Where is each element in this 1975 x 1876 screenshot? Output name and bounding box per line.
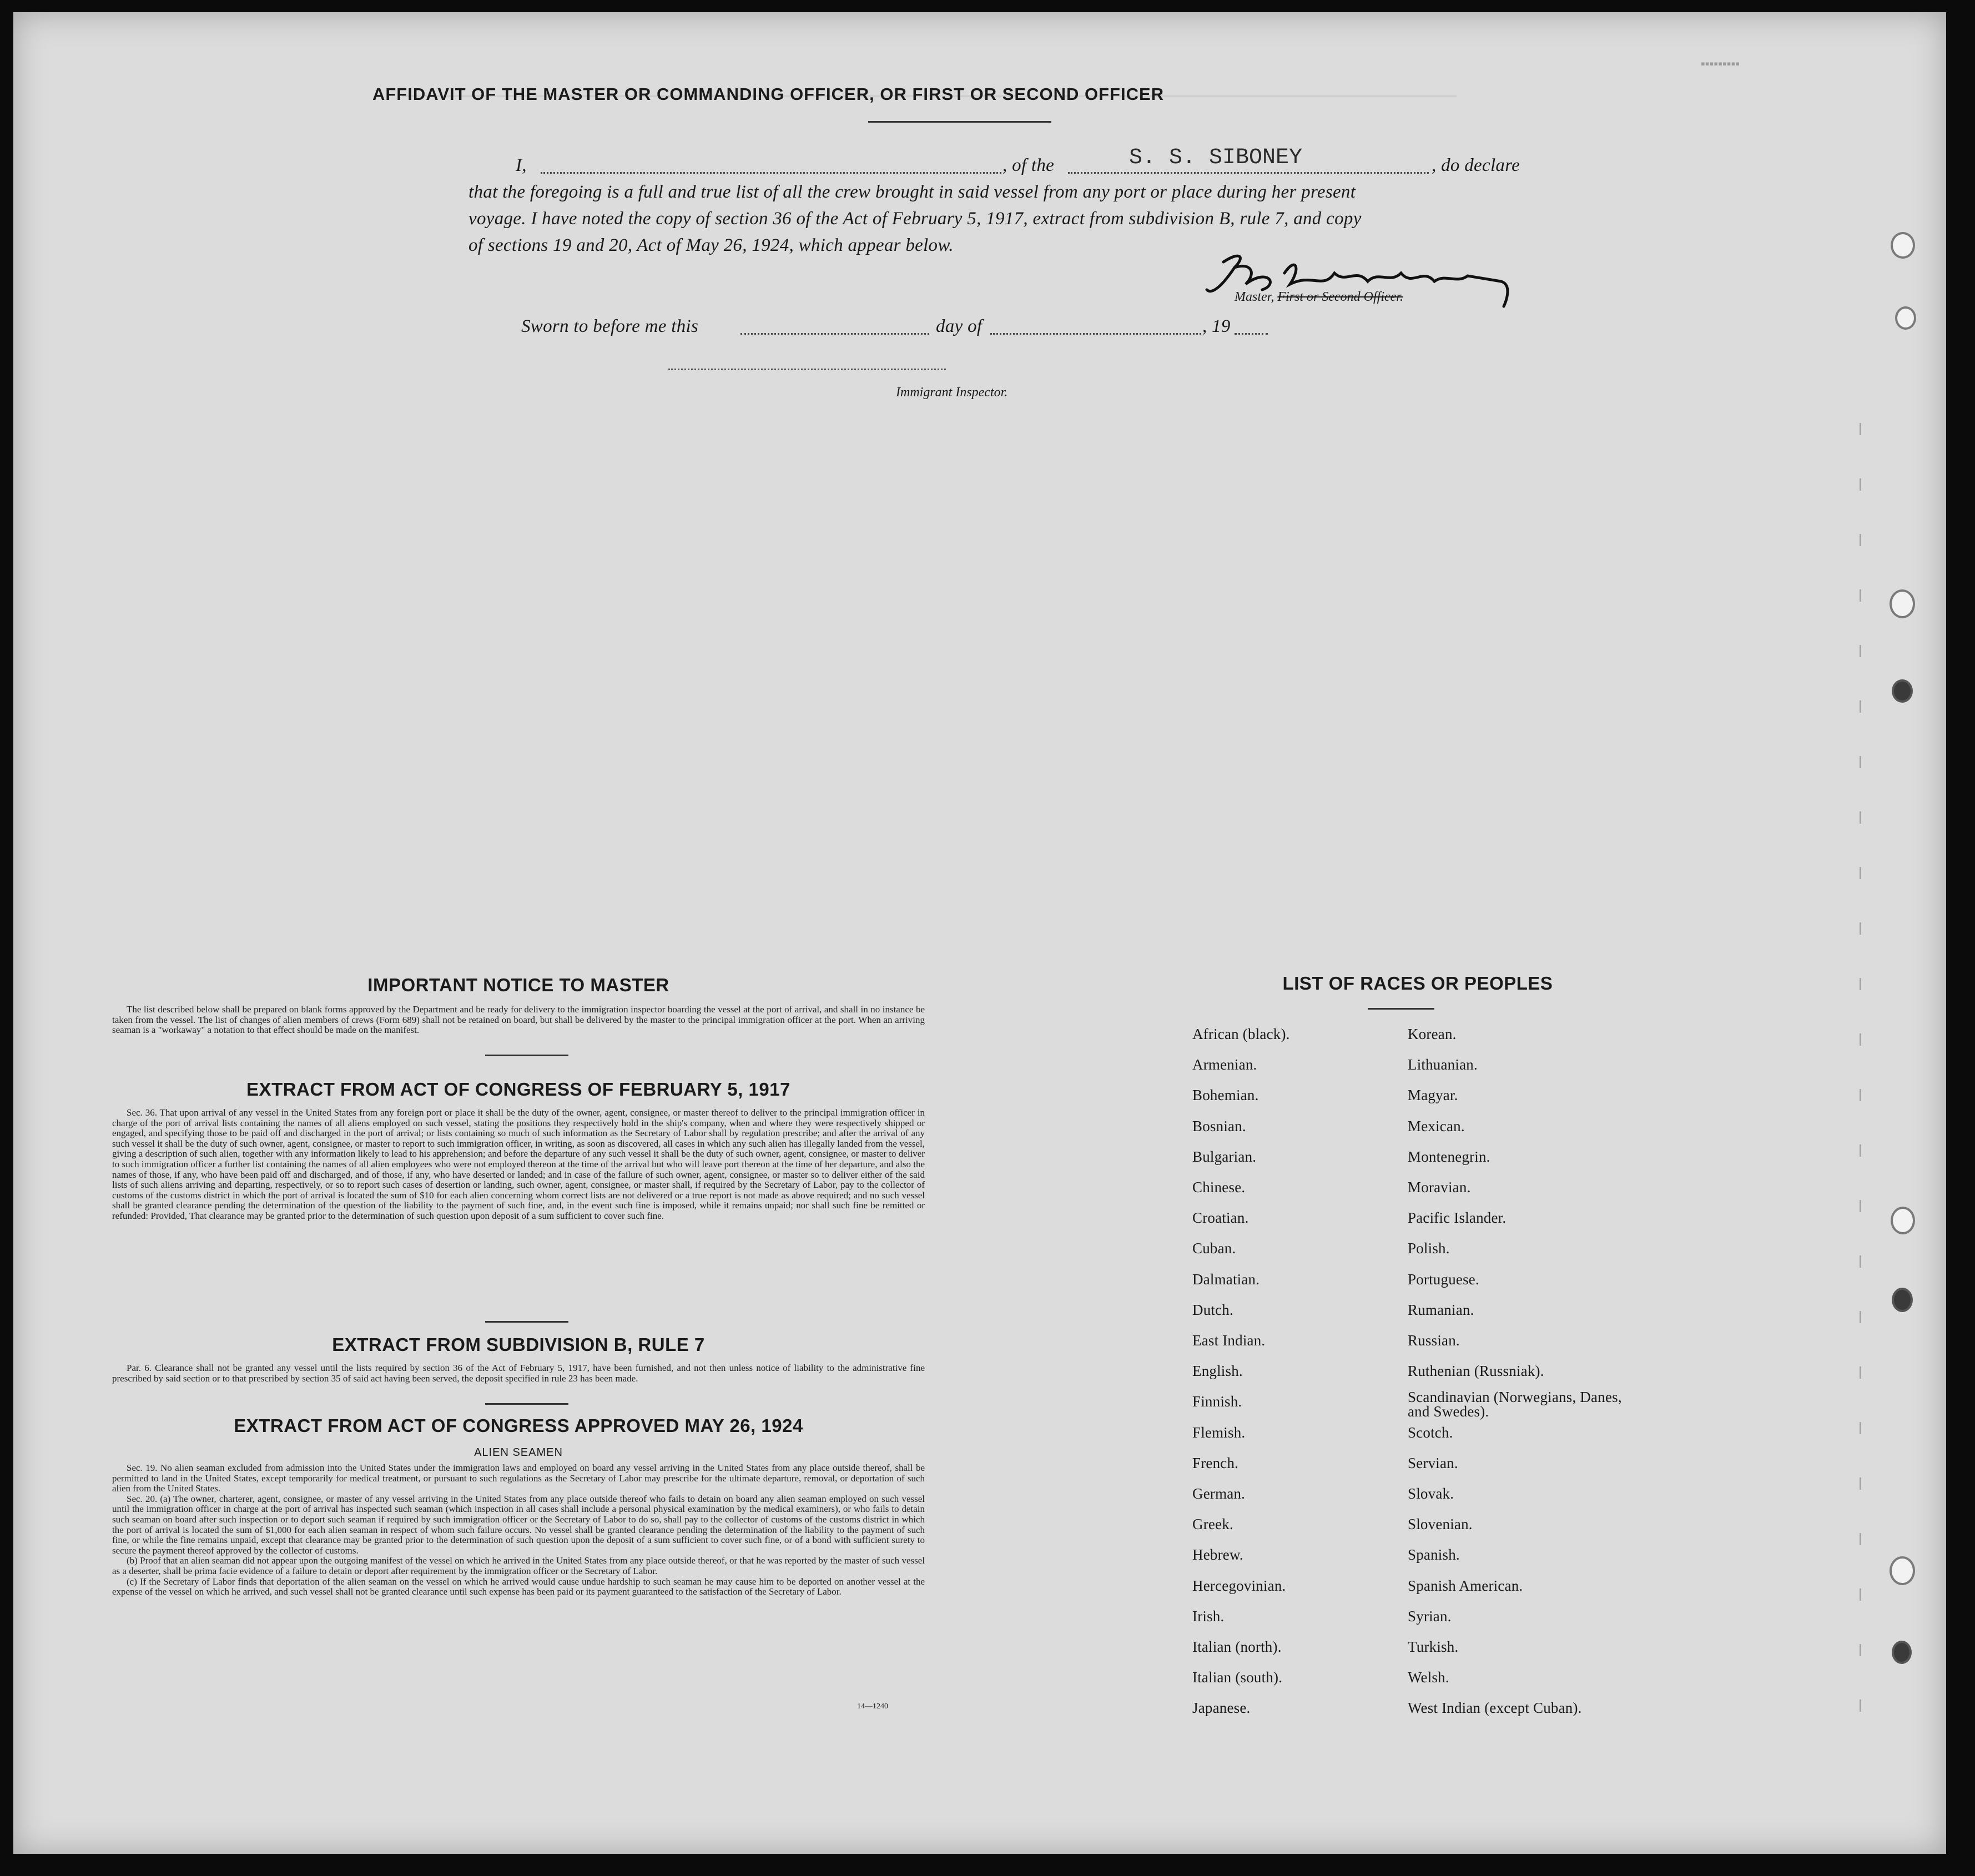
affidavit-line-3: voyage. I have noted the copy of section 36 of the Act of February 5, 1917, extract from subdivision B, rule 7, and copy — [468, 209, 1362, 229]
bleed-through-mark — [1860, 1644, 1871, 1656]
document-page — [13, 12, 1946, 1854]
sec-20b-paragraph: (b) Proof that an alien seaman did not appear upon the outgoing manifest of the vessel on which he arrived in the United States from any place outside thereof, or that he was reported by the master of such vessel as a deserter, shall be prima facie evidence of a failure to detain or deport after requirement by the immigration officer or the Secretary of Labor. — [112, 1555, 925, 1576]
race-item: Dalmatian. — [1192, 1270, 1260, 1288]
bleed-through-mark — [1860, 867, 1871, 879]
affidavit-title: AFFIDAVIT OF THE MASTER OR COMMANDING OFFICER, OR FIRST OR SECOND OFFICER — [372, 84, 1165, 104]
notice-title: IMPORTANT NOTICE TO MASTER — [367, 975, 669, 995]
race-item: Scotch. — [1408, 1424, 1453, 1441]
affidavit-i: I, — [516, 155, 527, 175]
officer-label — [1235, 290, 1403, 305]
alien-seamen-subtitle: ALIEN SEAMEN — [474, 1446, 563, 1459]
race-item: East Indian. — [1192, 1332, 1266, 1349]
binder-hole — [1892, 679, 1913, 703]
section-divider — [485, 1403, 568, 1405]
bleed-through-mark — [1860, 1200, 1871, 1212]
race-item: Dutch. — [1192, 1301, 1233, 1318]
officer-master: Master, — [1235, 290, 1274, 304]
bleed-through-mark — [1860, 1700, 1871, 1712]
race-item: Syrian. — [1408, 1607, 1452, 1625]
rule7-title: EXTRACT FROM SUBDIVISION B, RULE 7 — [332, 1334, 705, 1355]
bleed-through-mark — [1860, 1255, 1871, 1268]
extract-1917-title: EXTRACT FROM ACT OF CONGRESS OF FEBRUARY 5, 1917 — [246, 1079, 790, 1100]
race-item: Bohemian. — [1192, 1087, 1259, 1104]
race-item: Bosnian. — [1192, 1117, 1246, 1134]
section-divider — [485, 1321, 568, 1323]
sec-20a-paragraph: Sec. 20. (a) The owner, charterer, agent, consignee, or master of any vessel arriving in the United States from any place outside thereof who fails to detain on board any alien seaman employed on such vessel until the immigration officer in charge at the port of arrival has inspected such seaman (which inspection in all cases shall include a personal physical examination by the medical examiners), or who fails to detain such seaman on board after such inspection or to deport such seaman if required by such immigration officer or the Secretary of Labor to do so, shall pay to the collector of customs of the customs district in which the port of arrival is located the sum of $1,000 for each alien seaman in respect of whom such failure occurs. No vessel shall be granted clearance pending the determination of the liability to the payment of such fine, or while the fine remains unpaid, except that clearance may be granted prior to the determination of such question upon the deposit of a sum sufficient to cover such fine, or of a bond with sufficient surety to secure the payment thereof approved by the collector of customs. — [112, 1493, 925, 1556]
race-item: Rumanian. — [1408, 1301, 1474, 1318]
races-title: LIST OF RACES OR PEOPLES — [1282, 973, 1553, 994]
race-item: English. — [1192, 1363, 1243, 1380]
bleed-through-mark — [1860, 645, 1871, 657]
affidavit-line-4: of sections 19 and 20, Act of May 26, 1924, which appear below. — [468, 235, 954, 255]
name-blank[interactable] — [541, 172, 1001, 174]
bleed-through-mark — [1860, 978, 1871, 990]
race-item: Slovenian. — [1408, 1516, 1473, 1533]
rule7-text — [112, 1363, 925, 1384]
race-item: Moravian. — [1408, 1179, 1471, 1196]
race-item: Korean. — [1408, 1026, 1457, 1042]
race-item: Irish. — [1192, 1607, 1225, 1625]
bleed-through-mark — [1860, 589, 1871, 602]
form-number: 14—1240 — [857, 1702, 888, 1711]
bleed-through-mark: ▪▪▪▪▪▪▪▪▪ — [1701, 57, 1740, 70]
race-item: Chinese. — [1192, 1179, 1246, 1196]
race-item: Finnish. — [1192, 1393, 1242, 1410]
par-6-paragraph: Par. 6. Clearance shall not be granted any vessel until the lists required by section 36 of the Act of February 5, 1917, have been furnished, and not then unless notice of liability to the administrative fine prescribed by said section or to that prescribed by section 35 of said act having been served, the deposit specified in rule 23 has been made. — [112, 1363, 925, 1384]
binder-hole — [1890, 589, 1915, 618]
race-item: Italian (north). — [1192, 1638, 1282, 1655]
race-item: Croatian. — [1192, 1209, 1249, 1227]
affidavit-declare: , do declare — [1432, 155, 1520, 175]
race-item: Armenian. — [1192, 1056, 1257, 1073]
notice-paragraph: The list described below shall be prepared on blank forms approved by the Department and be ready for delivery to the immigration inspector boarding the vessel at the port of arrival, and shall in no instance be taken from the vessel. The list of changes of alien members of crews (Form 689) shall not be retained on board, but shall be delivered by the master to the principal immigration officer at the port. When an arriving seaman is a "workaway" a notation to that effect should be made on the manifest. — [112, 1004, 925, 1036]
section-36-paragraph: Sec. 36. That upon arrival of any vessel in the United States from any foreign port or place it shall be the duty of the owner, agent, consignee, or master thereof to deliver to the principal immigration officer in charge of the port of arrival lists containing the names of all aliens employed on such vessel, stating the positions they respectively hold in the ship's company, when and where they were respectively shipped or engaged, and specifying those to be paid off and discharged in the port of arrival; or lists containing so much of such information as the Secretary of Labor shall by regulation prescribe; and after the arrival of any such vessel it shall be the duty of such owner, agent, consignee, or master to report to such immigration officer, in writing, as soon as discovered, all cases in which any such alien has illegally landed from the vessel, giving a description of such alien, together with any information likely to lead to his apprehension; and before the departure of any such vessel it shall be the duty of such owner, agent, consignee, or master to deliver to such immigration officer a further list containing the names of all alien employees who were not employed thereon at the time of the arrival but who will leave port thereon at the time of her departure, and also the names of those, if any, who have been paid off and discharged, and of those, if any, who have deserted or landed; and in case of the failure of such owner, agent, consignee, or master so to deliver either of the said lists of such aliens arriving and departing, respectively, or so to report such cases of desertion or landing, such owner, agent, consignee, or master shall, if required by the Secretary of Labor, pay to the collector of customs of the customs district in which the port of arrival is located the sum of $10 for each alien concerning whom correct lists are not delivered or a true report is not made as above required; and no such vessel shall be granted clearance pending the determination of the question of the liability to the payment of such fine, and, in the event such fine is imposed, while it remains unpaid; nor shall such fine be remitted or refunded: Provided, That clearance may be granted prior to the determination of such question upon deposit of a sum sufficient to cover such fine. — [112, 1107, 925, 1221]
race-item: Spanish American. — [1408, 1577, 1523, 1594]
race-item: Flemish. — [1192, 1424, 1246, 1441]
inspector-label: Immigrant Inspector. — [896, 385, 1008, 400]
bleed-through-mark — [1860, 1089, 1871, 1101]
race-item: Servian. — [1408, 1454, 1458, 1471]
race-item: Welsh. — [1408, 1669, 1449, 1686]
race-item: German. — [1192, 1485, 1246, 1502]
race-item: Polish. — [1408, 1240, 1450, 1257]
bleed-through-mark — [1860, 534, 1871, 546]
race-item: Japanese. — [1192, 1700, 1251, 1717]
binder-hole — [1892, 1288, 1913, 1312]
bleed-through-mark — [1860, 423, 1871, 435]
bleed-through-mark — [1860, 1477, 1871, 1490]
bleed-through-mark — [1860, 1033, 1871, 1046]
binder-hole — [1891, 1207, 1915, 1234]
vessel-name: S. S. SIBONEY — [1129, 145, 1303, 170]
bleed-through-mark — [1860, 478, 1871, 491]
bleed-through-mark — [1860, 700, 1871, 713]
bleed-through-mark — [1860, 1144, 1871, 1157]
month-blank[interactable] — [990, 333, 1201, 335]
race-item: Hebrew. — [1192, 1546, 1243, 1564]
year-label: , 19 — [1202, 316, 1231, 336]
sec-20c-paragraph: (c) If the Secretary of Labor finds that deportation of the alien seaman on the vessel on which he arrived would cause undue hardship to such seaman he may cause him to be deported on another vessel at the expense of the vessel on which he arrived, and such vessel shall not be granted clearance until such expense has been paid or its payment guaranteed to the satisfaction of the Secretary of Labor. — [112, 1576, 925, 1597]
vessel-blank — [1068, 172, 1429, 174]
race-item: Magyar. — [1408, 1087, 1458, 1104]
sworn-day-blank[interactable] — [740, 333, 929, 335]
race-item: Ruthenian (Russniak). — [1408, 1363, 1544, 1380]
race-item: Cuban. — [1192, 1240, 1236, 1257]
race-item: Spanish. — [1408, 1546, 1460, 1564]
race-item: Lithuanian. — [1408, 1056, 1478, 1073]
sec-19-paragraph: Sec. 19. No alien seaman excluded from admission into the United States under the immigration laws and employed on board any vessel arriving in the United States from any place outside thereof, shall be permitted to land in the United States, except temporarily for medical treatment, or pursuant to such regulations as the Secretary of Labor may prescribe for the ultimate departure, removal, or deportation of such alien from the United States. — [112, 1463, 925, 1494]
race-item: African (black). — [1192, 1026, 1290, 1042]
extract-1924-title: EXTRACT FROM ACT OF CONGRESS APPROVED MAY 26, 1924 — [234, 1415, 803, 1436]
race-item: Mexican. — [1408, 1117, 1465, 1134]
race-item: Scandinavian (Norwegians, Danes, and Swedes). — [1408, 1389, 1622, 1420]
race-item: Hercegovinian. — [1192, 1577, 1286, 1594]
binder-hole — [1892, 1641, 1912, 1664]
race-item: West Indian (except Cuban). — [1408, 1700, 1582, 1717]
officer-struck: First or Second Officer. — [1277, 290, 1403, 304]
race-item: Bulgarian. — [1192, 1148, 1257, 1165]
bleed-through-mark — [1860, 1422, 1871, 1434]
binder-hole — [1895, 306, 1916, 330]
bleed-through-mark — [1860, 811, 1871, 824]
extract-1917-text — [112, 1108, 925, 1222]
race-item: Portuguese. — [1408, 1270, 1479, 1288]
extract-1924-text — [112, 1463, 925, 1597]
title-divider — [868, 121, 1051, 123]
bleed-through-mark — [1860, 756, 1871, 768]
sworn-label: Sworn to before me this — [521, 316, 699, 336]
race-item: Slovak. — [1408, 1485, 1454, 1502]
bleed-through-mark — [1860, 1533, 1871, 1545]
race-item: Montenegrin. — [1408, 1148, 1490, 1165]
inspector-signature-line[interactable] — [668, 369, 946, 370]
bleed-through-mark — [1860, 1588, 1871, 1601]
race-item: Russian. — [1408, 1332, 1460, 1349]
race-item: Greek. — [1192, 1516, 1233, 1533]
year-blank[interactable] — [1235, 333, 1268, 335]
notice-text — [112, 1005, 925, 1036]
bleed-through-mark — [1860, 1311, 1871, 1323]
affidavit-line-2: that the foregoing is a full and true list of all the crew brought in said vessel from any port or place during her present — [468, 182, 1356, 202]
bleed-through-mark — [1860, 1366, 1871, 1379]
races-divider — [1368, 1008, 1434, 1010]
section-divider — [485, 1055, 568, 1056]
race-item: Italian (south). — [1192, 1669, 1283, 1686]
binder-hole — [1890, 1556, 1915, 1585]
binder-hole — [1891, 232, 1915, 259]
day-of-label: day of — [936, 316, 983, 336]
affidavit-of-the: , of the — [1002, 155, 1055, 175]
race-item: Pacific Islander. — [1408, 1209, 1507, 1227]
race-item: Turkish. — [1408, 1638, 1459, 1655]
bleed-through-mark — [1860, 922, 1871, 935]
race-item: French. — [1192, 1454, 1239, 1471]
